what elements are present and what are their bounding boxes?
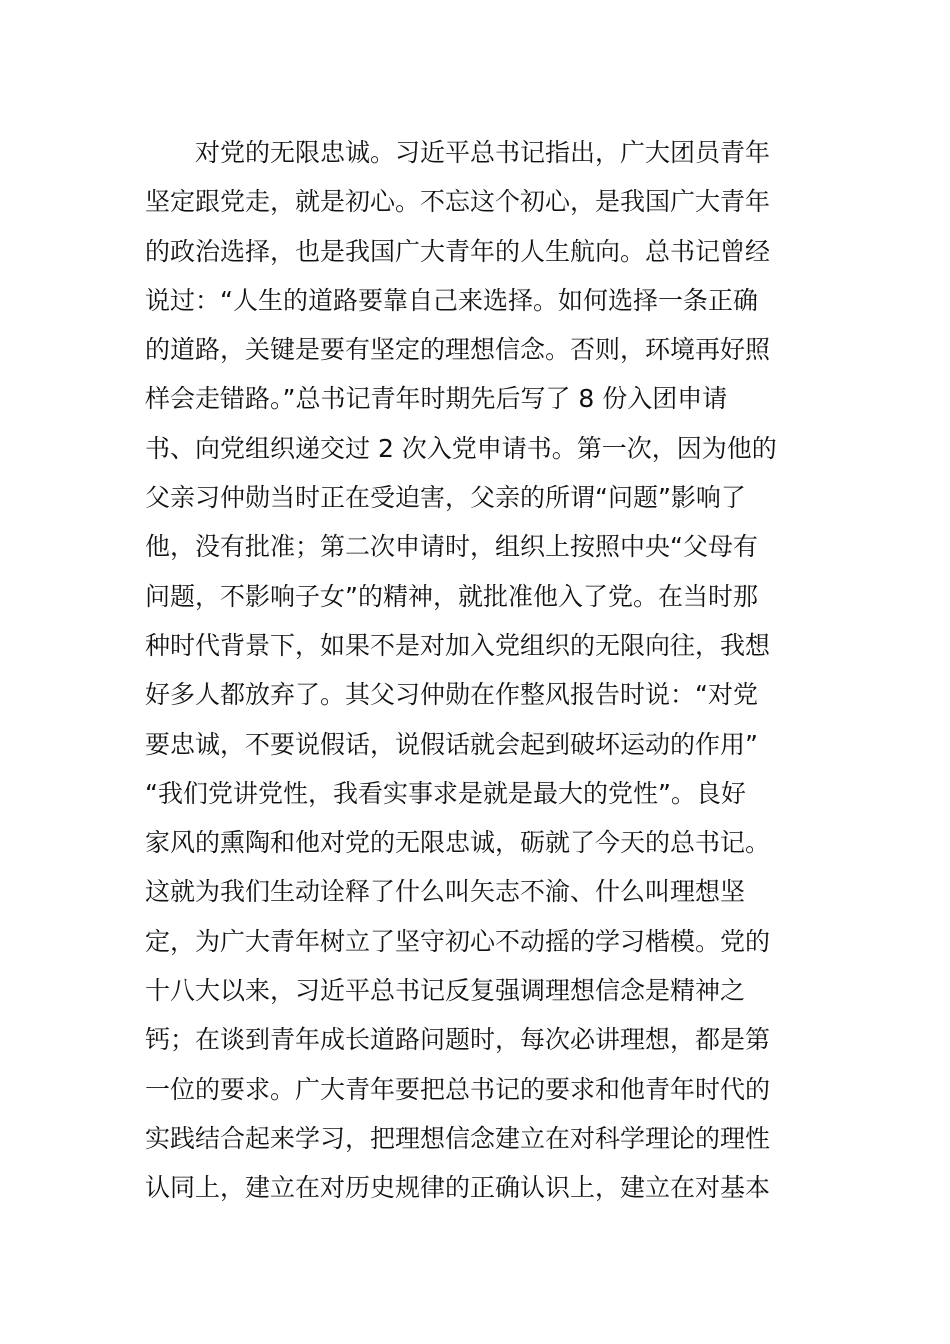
- text-line: 说过：“人生的道路要靠自己来选择。如何选择一条正确: [145, 285, 758, 315]
- text-line: 这就为我们生动诠释了什么叫矢志不渝、什么叫理想坚: [145, 877, 746, 907]
- text-line: 的道路，关键是要有坚定的理想信念。否则，环境再好照: [145, 335, 771, 365]
- text-line: 钙；在谈到青年成长道路问题时，每次必讲理想，都是第: [145, 1025, 771, 1055]
- text-line: 认同上，建立在对历史规律的正确认识上，建立在对基本: [145, 1173, 771, 1203]
- text-line: 书、向党组织递交过 2 次入党申请书。第一次，因为他的: [145, 433, 777, 463]
- text-line: 父亲习仲勋当时正在受迫害，父亲的所谓“问题”影响了: [145, 483, 746, 513]
- text-line: 问题，不影响子女”的精神，就批准他入了党。在当时那: [145, 581, 758, 611]
- text-line: 好多人都放弃了。其父习仲勋在作整风报告时说：“对党: [145, 680, 758, 710]
- text-line: 要忠诚，不要说假话，说假话就会起到破坏运动的作用”: [145, 729, 758, 759]
- text-line: 种时代背景下，如果不是对加入党组织的无限向往，我想: [145, 630, 771, 660]
- text-line: 一位的要求。广大青年要把总书记的要求和他青年时代的: [145, 1074, 771, 1104]
- text-line: 定，为广大青年树立了坚守初心不动摇的学习楷模。党的: [145, 926, 771, 956]
- text-line: 十八大以来，习近平总书记反复强调理想信念是精神之: [145, 976, 746, 1006]
- text-line: 对党的无限忠诚。习近平总书记指出，广大团员青年: [195, 138, 771, 167]
- text-line: 他，没有批准；第二次申请时，组织上按照中央“父母有: [145, 532, 758, 562]
- text-line: “我们党讲党性，我看实事求是就是最大的党性”。良好: [145, 778, 746, 808]
- text-line: 的政治选择，也是我国广大青年的人生航向。总书记曾经: [145, 236, 771, 266]
- text-line: 坚定跟党走，就是初心。不忘这个初心，是我国广大青年: [145, 187, 771, 217]
- text-line: 家风的熏陶和他对党的无限忠诚，砺就了今天的总书记。: [145, 828, 771, 858]
- body-paragraph: [145, 128, 815, 1213]
- text-line: 样会走错路。”总书记青年时期先后写了 8 份入团申请: [145, 384, 728, 414]
- text-line: 实践结合起来学习，把理想信念建立在对科学理论的理性: [145, 1123, 771, 1153]
